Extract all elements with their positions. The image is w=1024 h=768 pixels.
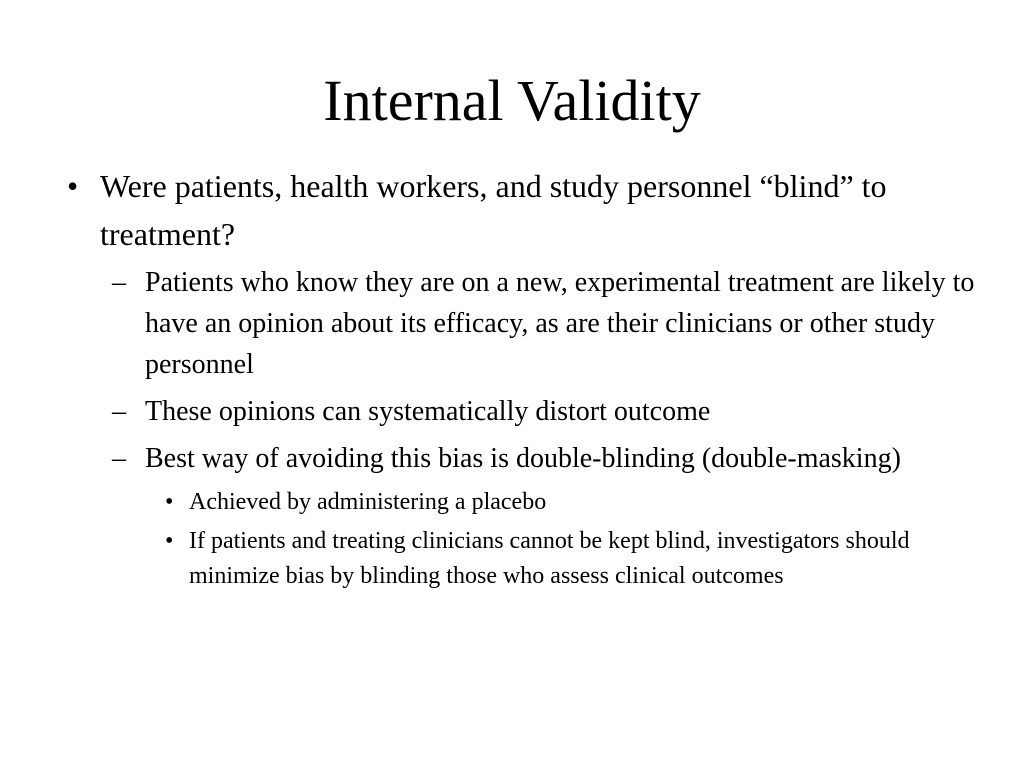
bullet-dot-icon: •	[67, 168, 79, 204]
bullet-text: Achieved by administering a placebo	[189, 489, 547, 515]
bullet-level2	[112, 262, 975, 385]
bullet-level2	[112, 438, 975, 479]
bullet-text: Best way of avoiding this bias is double-blinding (double-masking)	[145, 443, 901, 474]
bullet-text: Were patients, health workers, and study personnel “blind” to treatment?	[100, 168, 887, 252]
bullet-text: These opinions can systematically distort outcome	[145, 396, 711, 427]
bullet-level1	[67, 162, 940, 258]
slide-title: Internal Validity	[323, 68, 701, 133]
bullet-text: Patients who know they are on a new, experimental treatment are likely to have an opinion about its efficacy, as are their clinicians or other study personnel	[145, 267, 975, 380]
slide-body	[0, 162, 1024, 598]
bullet-text: If patients and treating clinicians cannot be kept blind, investigators should minimize bias by blinding those who assess clinical outcomes	[189, 528, 910, 589]
bullet-level2	[112, 391, 975, 432]
bullet-dot-icon: •	[165, 489, 174, 515]
bullet-dash-icon: –	[112, 396, 126, 427]
bullet-level3	[165, 485, 979, 520]
bullet-dot-icon: •	[165, 528, 174, 554]
bullet-level3	[165, 524, 979, 594]
bullet-dash-icon: –	[112, 443, 126, 474]
bullet-dash-icon: –	[112, 267, 126, 298]
